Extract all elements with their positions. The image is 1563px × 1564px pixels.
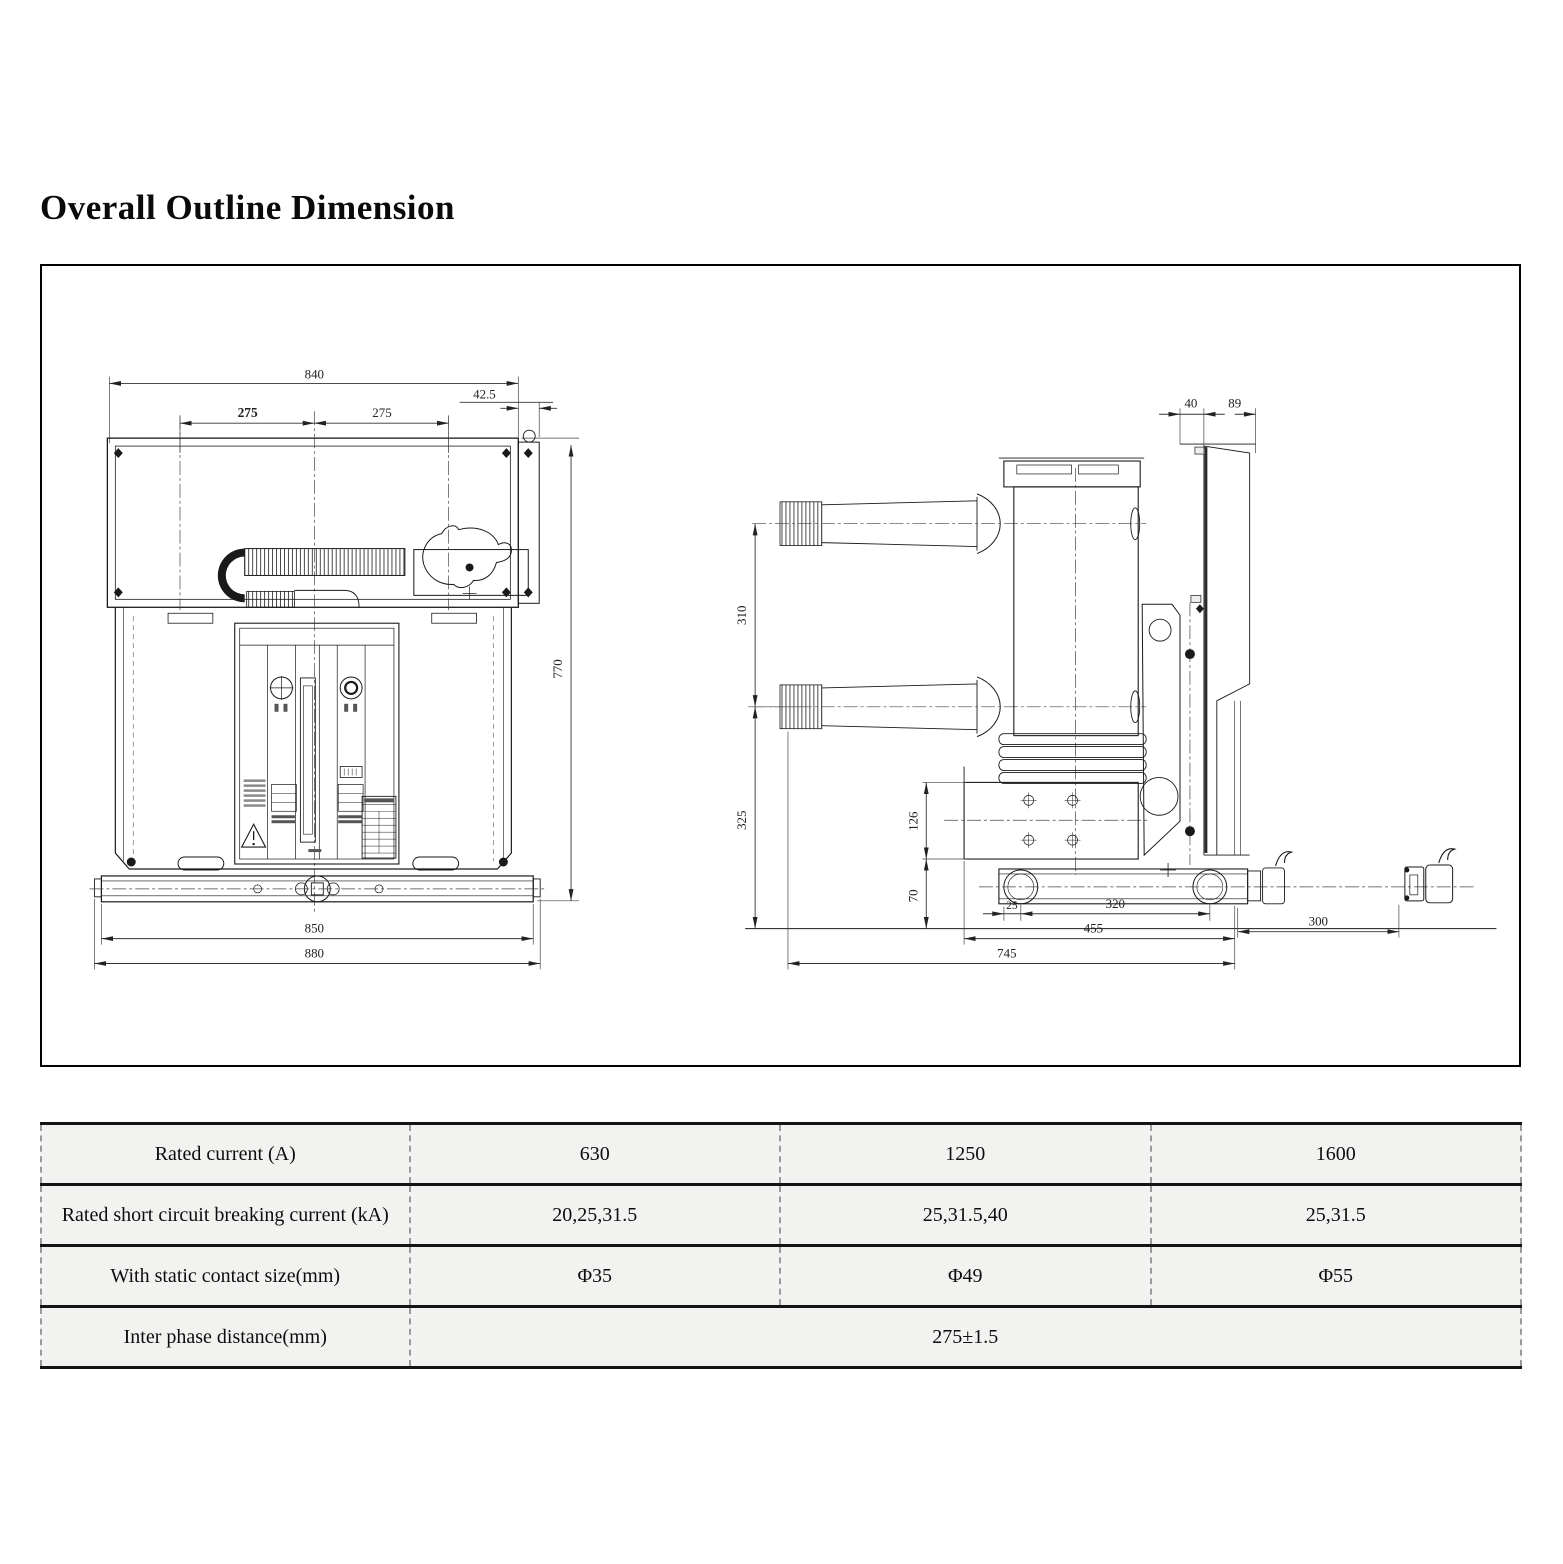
- table-row-phase-distance: [40, 1305, 1522, 1366]
- cell-value: Φ55: [1152, 1247, 1523, 1305]
- row-label: With static contact size(mm): [40, 1247, 411, 1305]
- caution-label: [242, 779, 266, 847]
- cell-value: Φ49: [781, 1247, 1152, 1305]
- dim-770: 770: [550, 659, 566, 679]
- dim-275-left: 275: [237, 405, 258, 421]
- cell-value: 275±1.5: [411, 1308, 1523, 1366]
- side-view: [734, 395, 1496, 969]
- dim-320: 320: [1105, 895, 1126, 911]
- handle-right: [413, 857, 459, 870]
- rear-bracket: [1140, 602, 1195, 865]
- dim-310: 310: [734, 605, 750, 625]
- row-label: Inter phase distance(mm): [40, 1308, 411, 1366]
- charge-indicator: [340, 766, 362, 777]
- nameplate: [362, 796, 396, 858]
- dim-840: 840: [304, 366, 325, 382]
- table-row-rated-current: [40, 1125, 1522, 1183]
- dim-25: 25: [1006, 899, 1018, 912]
- bellows-insulator: [999, 734, 1146, 784]
- position-slot: [300, 678, 315, 842]
- table-row-contact-size: [40, 1244, 1522, 1305]
- cell-value: 25,31.5: [1152, 1186, 1523, 1244]
- dim-745: 745: [997, 945, 1017, 961]
- cell-value: 1250: [781, 1125, 1152, 1183]
- interlock-hook: [414, 526, 528, 600]
- dim-275-right: 275: [372, 405, 392, 421]
- dim-42-5: 42.5: [473, 386, 496, 402]
- breaker-body: [115, 607, 511, 869]
- pole-housing: [999, 458, 1144, 875]
- control-door: [235, 623, 399, 864]
- cell-value: 20,25,31.5: [411, 1186, 782, 1244]
- interlock-unit: [1404, 849, 1454, 903]
- row-label: Rated current (A): [40, 1125, 411, 1183]
- dim-126: 126: [905, 811, 921, 831]
- lower-pole-arm: [752, 677, 1146, 737]
- dim-850: 850: [304, 920, 325, 936]
- cell-value: 25,31.5,40: [781, 1186, 1152, 1244]
- dim-70: 70: [905, 889, 921, 903]
- outline-drawing-panel: [40, 264, 1521, 1067]
- close-button-indicator: [270, 676, 294, 712]
- outline-drawing: [42, 266, 1519, 1065]
- hinge-detail: [523, 430, 535, 442]
- open-button-indicator: [340, 677, 362, 712]
- dim-455: 455: [1083, 920, 1104, 936]
- front-view: [89, 366, 579, 969]
- cell-value: 1600: [1152, 1125, 1523, 1183]
- corrugated-conduit: [218, 549, 405, 608]
- table-row-breaking-current: [40, 1183, 1522, 1244]
- cell-value: Φ35: [411, 1247, 782, 1305]
- page-title: Overall Outline Dimension: [40, 188, 455, 227]
- dim-89: 89: [1228, 395, 1242, 411]
- terminal-box: [944, 766, 1150, 859]
- row-label: Rated short circuit breaking current (kA): [40, 1186, 411, 1244]
- base-beam: [89, 876, 545, 902]
- cell-value: 630: [411, 1125, 782, 1183]
- dim-300: 300: [1308, 913, 1329, 929]
- dim-325: 325: [734, 810, 750, 830]
- spec-table: [40, 1122, 1522, 1369]
- handle-left: [178, 857, 224, 870]
- dim-880: 880: [304, 945, 325, 961]
- upper-pole-arm: [752, 494, 1146, 554]
- dim-40: 40: [1184, 395, 1198, 411]
